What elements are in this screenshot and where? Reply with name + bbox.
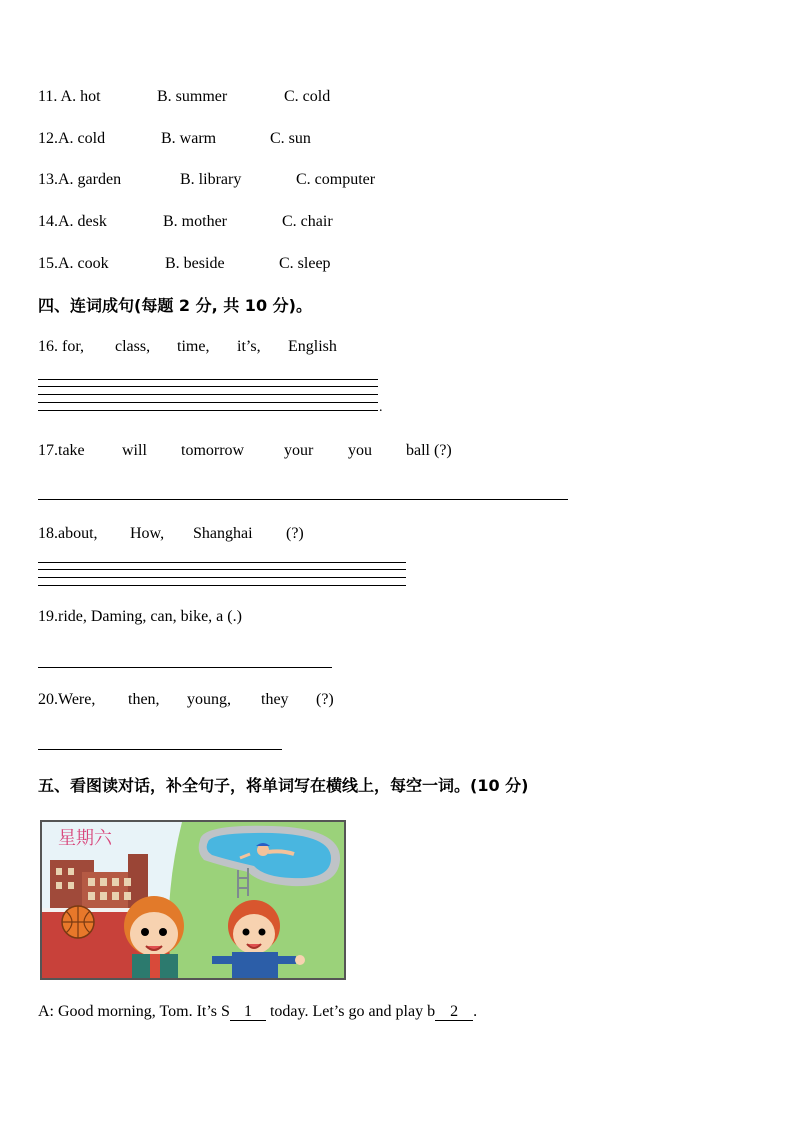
q15-option-a: 15.A. cook [38,255,109,272]
q20-word: they [261,691,289,708]
q16-label: 16. for, [38,338,85,355]
q20-word: young, [187,691,231,708]
q20-answer-line[interactable] [38,749,282,750]
q18-word: How, [130,525,165,542]
q19-answer-line[interactable] [38,667,332,668]
q16-answer-line [38,394,378,395]
blank-2-number: 2 [450,1003,459,1020]
q17-word: your [284,442,314,459]
blank-2[interactable] [435,1004,473,1021]
dialogue-illustration [40,820,346,980]
q19-text: 19.ride, Daming, can, bike, a (.) [38,608,242,625]
q14-option-c: C. chair [282,213,333,230]
q17-label: 17.take [38,442,85,459]
q16-word: it’s, [237,338,261,355]
q16-word: English [288,338,337,355]
q16-word: time, [177,338,210,355]
q18-word: Shanghai [193,525,253,542]
q14-option-b: B. mother [163,213,227,230]
q12-option-c: C. sun [270,130,311,147]
blank-1[interactable] [230,1004,266,1021]
q18-answer-line [38,577,406,578]
dialog-text-end: . [473,1003,478,1020]
q13-option-c: C. computer [296,171,376,188]
q13-option-a: 13.A. garden [38,171,122,188]
q20-label: 20.Were, [38,691,96,708]
q11-option-a: 11. A. hot [38,88,101,105]
q20-word: then, [128,691,160,708]
dialog-text-start: A: Good morning, Tom. It’s S [38,1003,230,1020]
q11-option-c: C. cold [284,88,331,105]
q15-option-c: C. sleep [279,255,331,272]
section-5-heading: 五、看图读对话，补全句子，将单词写在横线上，每空一词。(10 分) [38,776,529,795]
dialogue-line-a [38,1003,477,1021]
q12-option-a: 12.A. cold [38,130,106,147]
q17-word: will [122,442,147,459]
q17-word: you [348,442,372,459]
q16-period: . [379,400,383,415]
q18-word: (?) [286,525,304,542]
q16-answer-line [38,402,378,403]
q18-answer-line[interactable] [38,562,406,563]
q15-option-b: B. beside [165,255,225,272]
q16-word: class, [115,338,151,355]
illustration-svg [42,822,344,978]
q16-answer-line [38,386,378,387]
q16-answer-line [38,410,378,411]
q18-label: 18.about, [38,525,98,542]
section-4-heading: 四、连词成句(每题 2 分, 共 10 分)。 [38,296,312,315]
blank-1-number: 1 [243,1003,252,1020]
q17-word: ball (?) [406,442,452,459]
saturday-sign: 星期六 [58,828,112,849]
q20-word: (?) [316,691,334,708]
q12-option-b: B. warm [161,130,217,147]
q18-answer-line [38,569,406,570]
q13-option-b: B. library [180,171,242,188]
dialog-text-mid: today. Let’s go and play b [265,1003,436,1020]
q17-answer-line[interactable] [38,499,568,500]
q18-answer-line [38,585,406,586]
basketball-icon [62,906,94,938]
q16-answer-line[interactable] [38,379,378,380]
q17-word: tomorrow [181,442,245,459]
boy-tom-figure [124,896,184,978]
q14-option-a: 14.A. desk [38,213,107,230]
q11-option-b: B. summer [157,88,228,105]
